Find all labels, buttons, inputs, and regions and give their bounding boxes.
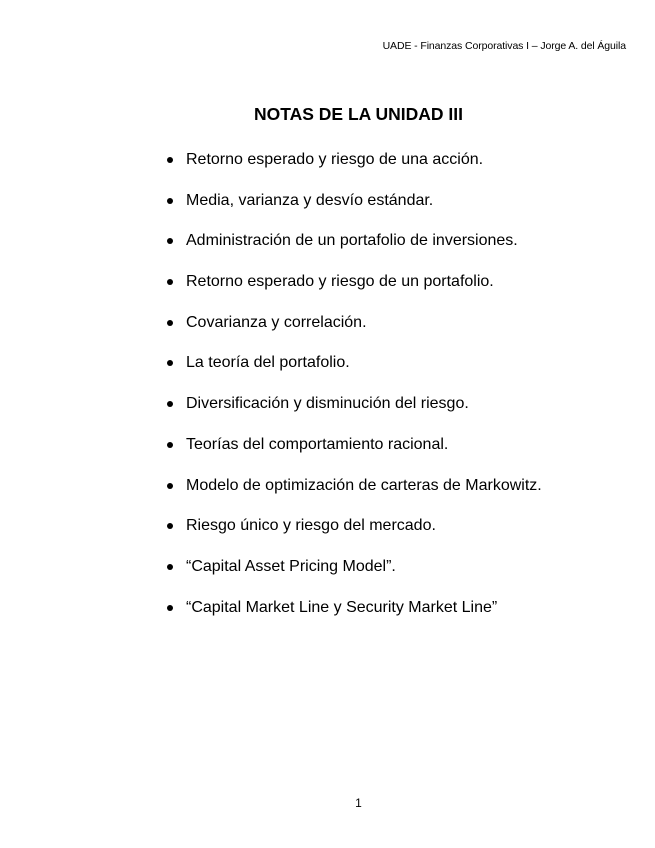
list-item <box>0 353 542 394</box>
list-item-text: Media, varianza y desvío estándar. <box>186 191 434 209</box>
list-item-text: Riesgo único y riesgo del mercado. <box>186 517 436 535</box>
page-title: NOTAS DE LA UNIDAD III <box>253 104 464 124</box>
list-item-text: Diversificación y disminución del riesgo. <box>186 395 469 413</box>
running-header: UADE - Finanzas Corporativas I – Jorge A. del Águila <box>382 40 626 52</box>
list-item-text: Covarianza y correlación. <box>186 313 367 331</box>
bullet-icon <box>167 442 173 448</box>
list-item <box>0 557 542 598</box>
list-item-text: Teorías del comportamiento racional. <box>186 435 449 453</box>
list-item <box>0 313 542 354</box>
list-item-text: La teoría del portafolio. <box>186 354 350 372</box>
bullet-icon <box>167 279 173 285</box>
page-number: 1 <box>355 796 362 810</box>
list-item <box>0 435 542 476</box>
topic-list <box>0 150 542 638</box>
bullet-icon <box>167 605 173 611</box>
bullet-icon <box>167 483 173 489</box>
list-item-text: “Capital Asset Pricing Model”. <box>186 557 396 575</box>
bullet-icon <box>167 523 173 529</box>
list-item <box>0 598 542 639</box>
list-item <box>0 394 542 435</box>
list-item <box>0 516 542 557</box>
list-item <box>0 191 542 232</box>
bullet-icon <box>167 320 173 326</box>
list-item-text: Administración de un portafolio de inversiones. <box>186 232 518 250</box>
bullet-icon <box>167 157 173 163</box>
list-item <box>0 150 542 191</box>
bullet-icon <box>167 401 173 407</box>
list-item <box>0 272 542 313</box>
bullet-icon <box>167 238 173 244</box>
list-item <box>0 231 542 272</box>
bullet-icon <box>167 360 173 366</box>
list-item-text: “Capital Market Line y Security Market Line” <box>186 598 498 616</box>
bullet-icon <box>167 564 173 570</box>
list-item <box>0 476 542 517</box>
bullet-icon <box>167 198 173 204</box>
list-item-text: Modelo de optimización de carteras de Markowitz. <box>186 476 542 494</box>
list-item-text: Retorno esperado y riesgo de una acción. <box>186 151 484 168</box>
list-item-text: Retorno esperado y riesgo de un portafolio. <box>186 273 494 291</box>
